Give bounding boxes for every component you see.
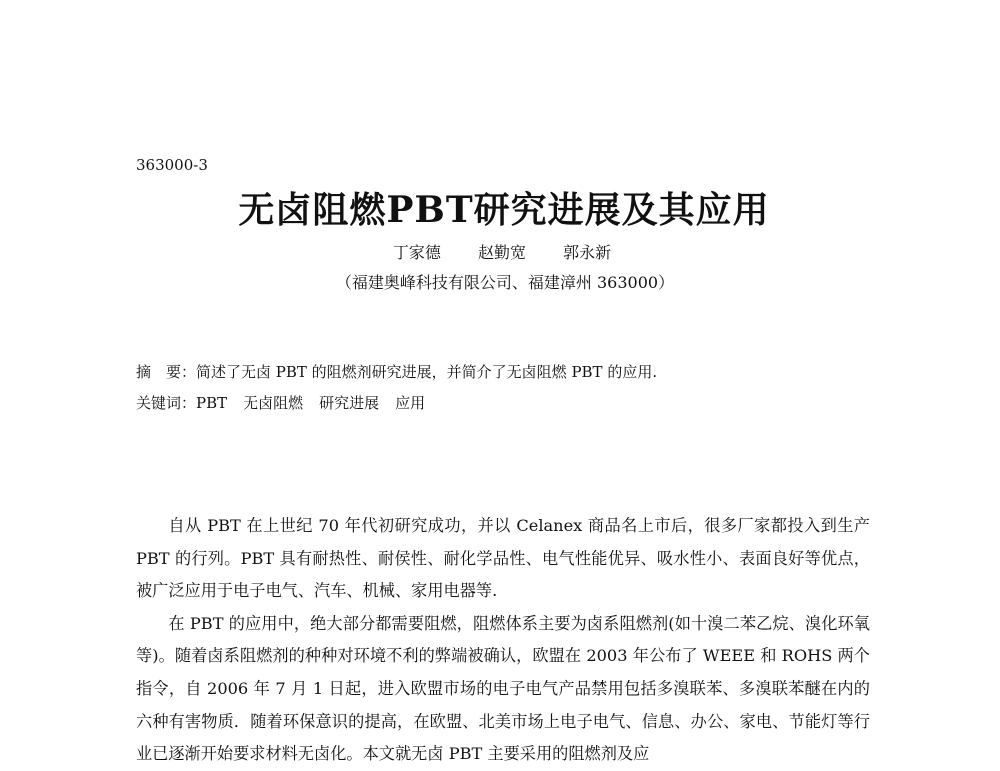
author-name: 赵勤宽	[477, 243, 526, 262]
abstract-label: 摘 要：	[136, 363, 197, 381]
author-list	[0, 240, 1000, 263]
abstract-text: 简述了无卤 PBT 的阻燃剂研究进展，并简介了无卤阻燃 PBT 的应用.	[196, 363, 658, 381]
document-id: 363000-3	[136, 156, 208, 174]
keywords	[136, 392, 896, 413]
keywords-label: 关键词：	[136, 394, 197, 412]
paragraph: 自从 PBT 在上世纪 70 年代初研究成功，并以 Celanex 商品名上市后，很多厂家都投入到生产 PBT 的行列。PBT 具有耐热性、耐侯性、耐化学品性、电气性能优异、吸水性小、表面良好等优点，被广泛应用于电子电气、汽车、机械、家用电器等.	[136, 516, 870, 601]
keyword: 无卤阻燃	[243, 394, 304, 412]
abstract	[136, 361, 896, 382]
paper-title: 无卤阻燃PBT研究进展及其应用	[238, 189, 770, 231]
author-affiliation: （福建奥峰科技有限公司、福建漳州 363000）	[335, 273, 675, 292]
keyword: 研究进展	[319, 394, 380, 412]
keyword: 应用	[395, 394, 426, 412]
author-name: 郭永新	[563, 243, 612, 262]
paragraph: 在 PBT 的应用中，绝大部分都需要阻燃，阻燃体系主要为卤系阻燃剂(如十溴二苯乙烷、溴化环氧等)。随着卤系阻燃剂的种种对环境不利的弊端被确认，欧盟在 2003 年公布了 WEEE 和 ROHS 两个指令，自 2006 年 7 月 1 日起，进入欧盟市场的电子电气产品禁用包括多溴联苯、多溴联苯醚在内的六种有害物质．随着环保意识的提高，在欧盟、北美市场上电子电气、信息、办公、家电、节能灯等行业已逐渐开始要求材料无卤化。本文就无卤 PBT 主要采用的阻燃剂及应	[136, 613, 870, 764]
author-name: 丁家德	[392, 243, 441, 262]
body-text	[136, 510, 870, 771]
keyword: PBT	[196, 394, 228, 412]
